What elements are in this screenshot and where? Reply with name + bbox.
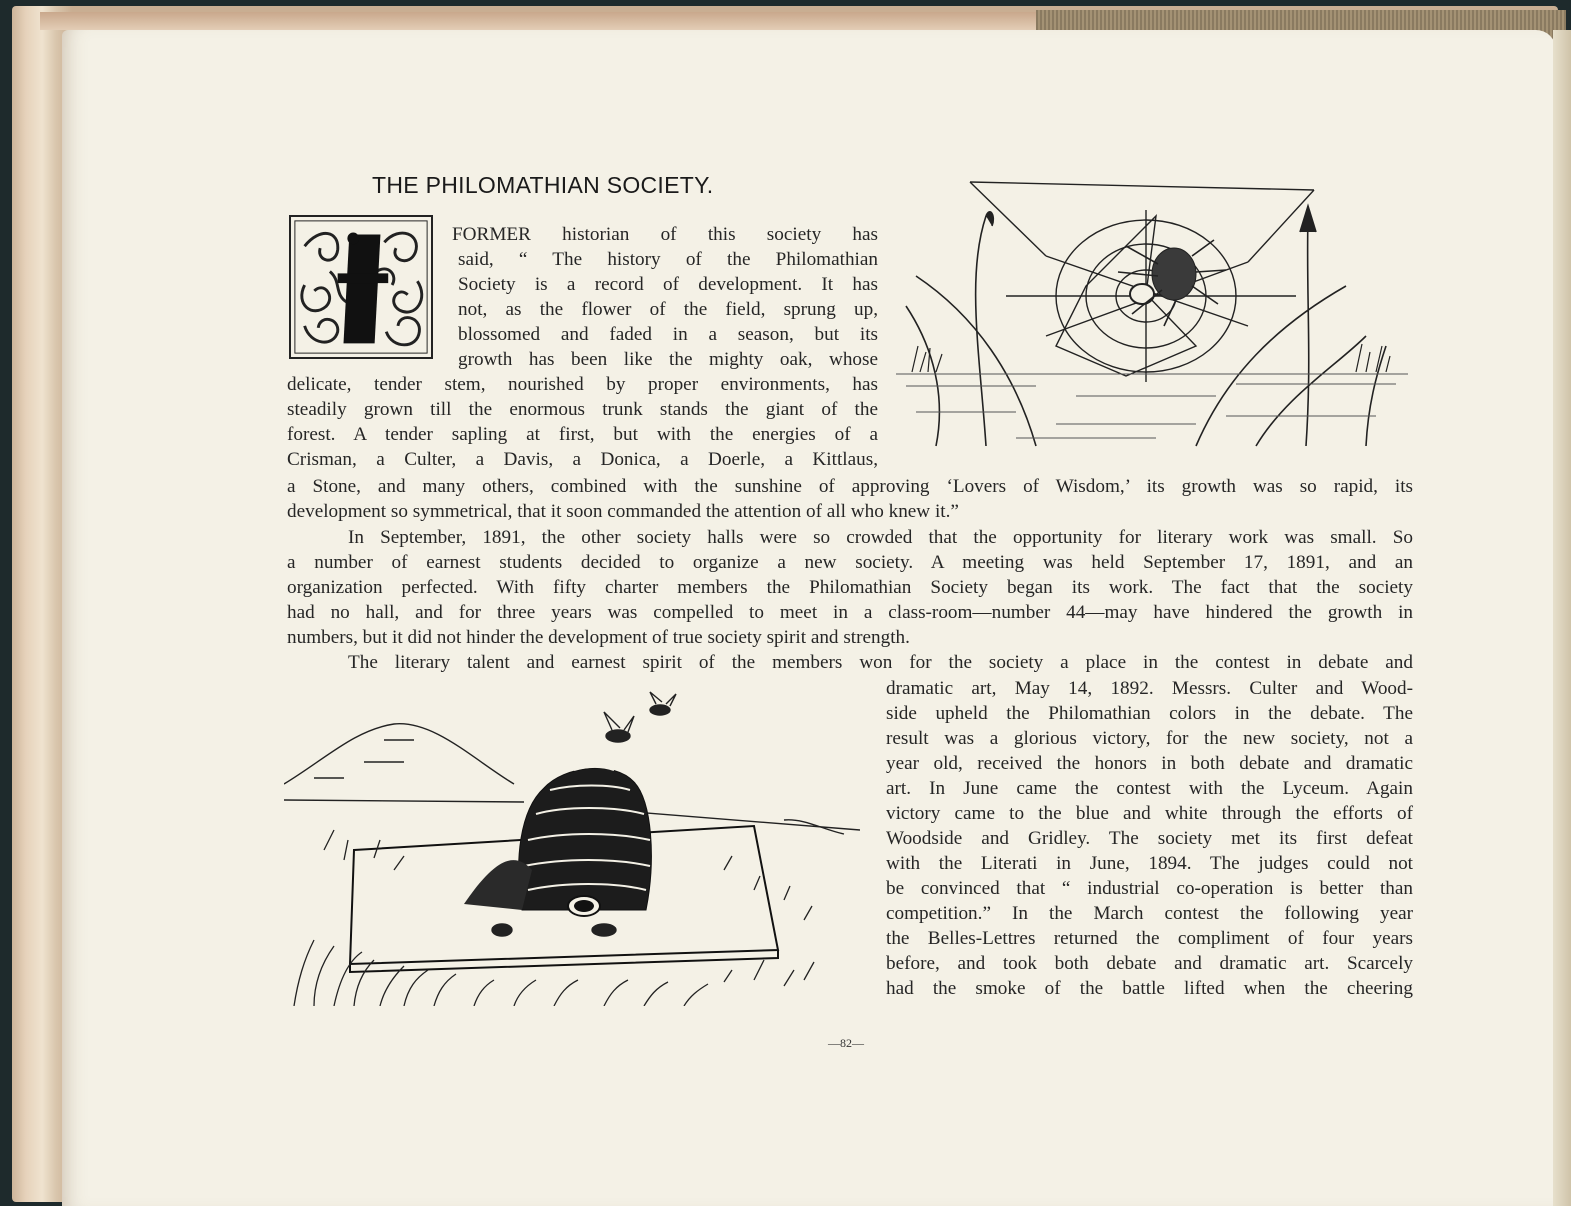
text-line: Crisman, a Culter, a Davis, a Donica, a Doerle, a Kittlaus, (287, 449, 878, 470)
text-line: dramatic art, May 14, 1892. Messrs. Culter and Wood- (886, 678, 1413, 699)
text-line: competition.” In the March contest the following year (886, 903, 1413, 924)
text-line: before, and took both debate and dramatic art. Scarcely (886, 953, 1413, 974)
page-title: THE PHILOMATHIAN SOCIETY. (372, 172, 714, 198)
text-line: growth has been like the mighty oak, whose (458, 349, 878, 370)
text-line: FORMER historian of this society has (452, 224, 878, 245)
page-edge-right (1553, 30, 1571, 1206)
text-line: the Belles-Lettres returned the compliment of four years (886, 928, 1413, 949)
text-line: development so symmetrical, that it soon commanded the attention of all who knew it.” (287, 501, 959, 522)
text-line: with the Literati in June, 1894. The judges could not (886, 853, 1413, 874)
text-line: not, as the flower of the field, sprung up, (458, 299, 878, 320)
beehive-icon (284, 690, 860, 1006)
text-line: blossomed and faded in a season, but its (458, 324, 878, 345)
text-line: Woodside and Gridley. The society met its first defeat (886, 828, 1413, 849)
text-line: had the smoke of the battle lifted when the cheering (886, 978, 1413, 999)
text-line: year old, received the honors in both debate and dramatic (886, 753, 1413, 774)
text-line: a number of earnest students decided to organize a new society. A meeting was held September 17, 1891, and an (287, 552, 1413, 573)
text-line: delicate, tender stem, nourished by proper environments, has (287, 374, 878, 395)
text-line: be convinced that “ industrial co-operation is better than (886, 878, 1413, 899)
text-line: result was a glorious victory, for the new society, not a (886, 728, 1413, 749)
text-line: a Stone, and many others, combined with the sunshine of approving ‘Lovers of Wisdom,’ its growth was so rapid, its (287, 476, 1413, 497)
text-line: forest. A tender sapling at first, but with the energies of a (287, 424, 878, 445)
text-line: numbers, but it did not hinder the development of true society spirit and strength. (287, 627, 910, 648)
text-line: said, “ The history of the Philomathian (458, 249, 878, 270)
text-line: art. In June came the contest with the Lyceum. Again (886, 778, 1413, 799)
text-line: organization perfected. With fifty charter members the Philomathian Society began its work. The fact that the society (287, 577, 1413, 598)
drop-cap (289, 215, 433, 359)
text-line: had no hall, and for three years was compelled to meet in a class-room—number 44—may have hindered the growth in (287, 602, 1413, 623)
spider-web-icon (896, 176, 1408, 452)
text-line: side upheld the Philomathian colors in the debate. The (886, 703, 1413, 724)
drop-cap-letter: A (358, 347, 364, 354)
ornamental-letter-icon (291, 217, 431, 357)
text-line: The literary talent and earnest spirit of the members won for the society a place in the contest in debate and (348, 652, 1413, 673)
spider-web-illustration (896, 176, 1408, 452)
page-number: —82— (828, 1036, 864, 1050)
text-line: victory came to the blue and white through the efforts of (886, 803, 1413, 824)
beehive-illustration (284, 690, 860, 1006)
page-top-edge (40, 12, 1040, 30)
text-line: In September, 1891, the other society halls were so crowded that the opportunity for literary work was small. So (348, 527, 1413, 548)
text-line: Society is a record of development. It has (458, 274, 878, 295)
text-line: steadily grown till the enormous trunk stands the giant of the (287, 399, 878, 420)
